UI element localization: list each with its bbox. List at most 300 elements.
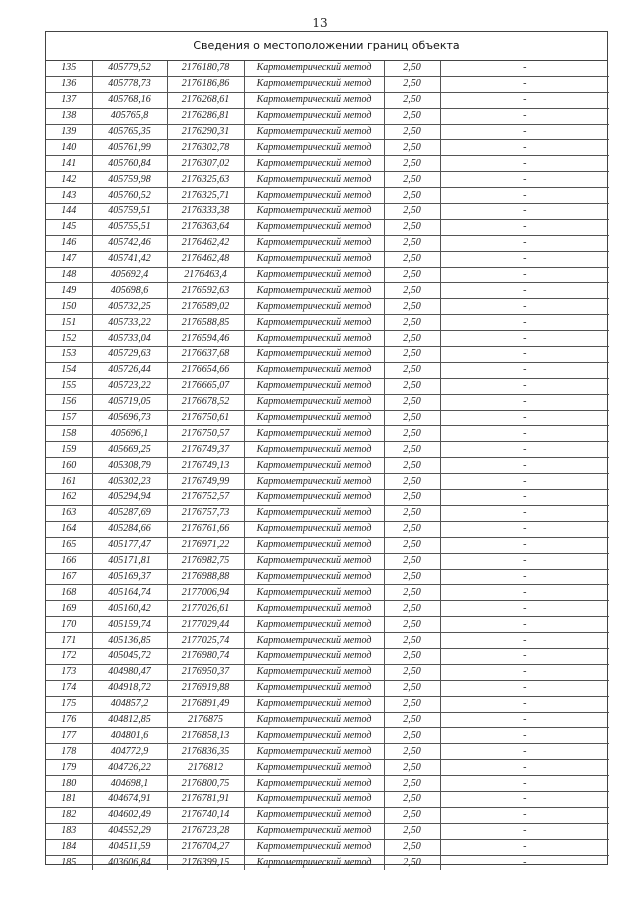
accuracy-cell: 2,50 xyxy=(384,251,440,267)
method-cell: Картометрический метод xyxy=(244,490,384,506)
method-cell: Картометрический метод xyxy=(244,760,384,776)
description-cell: - xyxy=(440,267,609,283)
x-coordinate-cell: 404602,49 xyxy=(92,807,167,823)
table-row xyxy=(46,744,609,760)
x-coordinate-cell: 405171,81 xyxy=(92,553,167,569)
description-cell: - xyxy=(440,807,609,823)
method-cell: Картометрический метод xyxy=(244,347,384,363)
method-cell: Картометрический метод xyxy=(244,410,384,426)
y-coordinate-cell: 2176654,66 xyxy=(167,362,244,378)
method-cell: Картометрический метод xyxy=(244,299,384,315)
method-cell: Картометрический метод xyxy=(244,426,384,442)
y-coordinate-cell: 2177006,94 xyxy=(167,585,244,601)
method-cell: Картометрический метод xyxy=(244,648,384,664)
table-row xyxy=(46,410,609,426)
description-cell: - xyxy=(440,188,609,204)
table-row xyxy=(46,474,609,490)
point-number-cell: 180 xyxy=(46,776,92,792)
accuracy-cell: 2,50 xyxy=(384,156,440,172)
y-coordinate-cell: 2176750,61 xyxy=(167,410,244,426)
method-cell: Картометрический метод xyxy=(244,204,384,220)
description-cell: - xyxy=(440,219,609,235)
point-number-cell: 184 xyxy=(46,839,92,855)
accuracy-cell: 2,50 xyxy=(384,760,440,776)
table-row xyxy=(46,251,609,267)
method-cell: Картометрический метод xyxy=(244,855,384,870)
x-coordinate-cell: 405719,05 xyxy=(92,394,167,410)
table-row xyxy=(46,219,609,235)
description-cell: - xyxy=(440,791,609,807)
x-coordinate-cell: 405768,16 xyxy=(92,92,167,108)
table-row xyxy=(46,458,609,474)
description-cell: - xyxy=(440,839,609,855)
accuracy-cell: 2,50 xyxy=(384,791,440,807)
y-coordinate-cell: 2176363,64 xyxy=(167,219,244,235)
point-number-cell: 142 xyxy=(46,172,92,188)
y-coordinate-cell: 2176594,46 xyxy=(167,331,244,347)
x-coordinate-cell: 405669,25 xyxy=(92,442,167,458)
y-coordinate-cell: 2176749,13 xyxy=(167,458,244,474)
boundary-points-table xyxy=(46,61,609,870)
method-cell: Картометрический метод xyxy=(244,474,384,490)
y-coordinate-cell: 2176302,78 xyxy=(167,140,244,156)
description-cell: - xyxy=(440,299,609,315)
y-coordinate-cell: 2176588,85 xyxy=(167,315,244,331)
accuracy-cell: 2,50 xyxy=(384,61,440,76)
point-number-cell: 172 xyxy=(46,648,92,664)
table-row xyxy=(46,442,609,458)
method-cell: Картометрический метод xyxy=(244,108,384,124)
accuracy-cell: 2,50 xyxy=(384,728,440,744)
x-coordinate-cell: 405136,85 xyxy=(92,633,167,649)
point-number-cell: 160 xyxy=(46,458,92,474)
table-row xyxy=(46,283,609,299)
description-cell: - xyxy=(440,76,609,92)
table-row xyxy=(46,378,609,394)
method-cell: Картометрический метод xyxy=(244,331,384,347)
point-number-cell: 139 xyxy=(46,124,92,140)
point-number-cell: 154 xyxy=(46,362,92,378)
accuracy-cell: 2,50 xyxy=(384,855,440,870)
y-coordinate-cell: 2176971,22 xyxy=(167,537,244,553)
accuracy-cell: 2,50 xyxy=(384,108,440,124)
accuracy-cell: 2,50 xyxy=(384,490,440,506)
y-coordinate-cell: 2176757,73 xyxy=(167,505,244,521)
accuracy-cell: 2,50 xyxy=(384,140,440,156)
method-cell: Картометрический метод xyxy=(244,76,384,92)
x-coordinate-cell: 405692,4 xyxy=(92,267,167,283)
description-cell: - xyxy=(440,712,609,728)
description-cell: - xyxy=(440,490,609,506)
description-cell: - xyxy=(440,410,609,426)
y-coordinate-cell: 2176290,31 xyxy=(167,124,244,140)
y-coordinate-cell: 2176752,57 xyxy=(167,490,244,506)
accuracy-cell: 2,50 xyxy=(384,776,440,792)
method-cell: Картометрический метод xyxy=(244,394,384,410)
accuracy-cell: 2,50 xyxy=(384,648,440,664)
method-cell: Картометрический метод xyxy=(244,442,384,458)
x-coordinate-cell: 405045,72 xyxy=(92,648,167,664)
x-coordinate-cell: 405742,46 xyxy=(92,235,167,251)
x-coordinate-cell: 405160,42 xyxy=(92,601,167,617)
y-coordinate-cell: 2176836,35 xyxy=(167,744,244,760)
method-cell: Картометрический метод xyxy=(244,553,384,569)
x-coordinate-cell: 405159,74 xyxy=(92,617,167,633)
y-coordinate-cell: 2176982,75 xyxy=(167,553,244,569)
table-row xyxy=(46,601,609,617)
section-title: Сведения о местоположении границ объекта xyxy=(46,32,607,61)
method-cell: Картометрический метод xyxy=(244,172,384,188)
x-coordinate-cell: 405696,73 xyxy=(92,410,167,426)
accuracy-cell: 2,50 xyxy=(384,839,440,855)
accuracy-cell: 2,50 xyxy=(384,219,440,235)
description-cell: - xyxy=(440,855,609,870)
x-coordinate-cell: 405698,6 xyxy=(92,283,167,299)
table-row xyxy=(46,362,609,378)
table-row xyxy=(46,521,609,537)
description-cell: - xyxy=(440,124,609,140)
accuracy-cell: 2,50 xyxy=(384,188,440,204)
x-coordinate-cell: 405761,99 xyxy=(92,140,167,156)
boundary-sheet xyxy=(45,31,608,868)
accuracy-cell: 2,50 xyxy=(384,172,440,188)
accuracy-cell: 2,50 xyxy=(384,267,440,283)
description-cell: - xyxy=(440,61,609,76)
table-row xyxy=(46,156,609,172)
accuracy-cell: 2,50 xyxy=(384,553,440,569)
accuracy-cell: 2,50 xyxy=(384,617,440,633)
table-row xyxy=(46,728,609,744)
y-coordinate-cell: 2176463,4 xyxy=(167,267,244,283)
accuracy-cell: 2,50 xyxy=(384,601,440,617)
x-coordinate-cell: 405169,37 xyxy=(92,569,167,585)
description-cell: - xyxy=(440,458,609,474)
x-coordinate-cell: 405723,22 xyxy=(92,378,167,394)
point-number-cell: 169 xyxy=(46,601,92,617)
table-row xyxy=(46,855,609,870)
point-number-cell: 153 xyxy=(46,347,92,363)
method-cell: Картометрический метод xyxy=(244,585,384,601)
method-cell: Картометрический метод xyxy=(244,378,384,394)
table-row xyxy=(46,569,609,585)
description-cell: - xyxy=(440,585,609,601)
x-coordinate-cell: 404812,85 xyxy=(92,712,167,728)
point-number-cell: 163 xyxy=(46,505,92,521)
y-coordinate-cell: 2176325,71 xyxy=(167,188,244,204)
y-coordinate-cell: 2176186,86 xyxy=(167,76,244,92)
method-cell: Картометрический метод xyxy=(244,505,384,521)
x-coordinate-cell: 405726,44 xyxy=(92,362,167,378)
table-row xyxy=(46,267,609,283)
y-coordinate-cell: 2176749,99 xyxy=(167,474,244,490)
table-row xyxy=(46,347,609,363)
description-cell: - xyxy=(440,442,609,458)
x-coordinate-cell: 405696,1 xyxy=(92,426,167,442)
description-cell: - xyxy=(440,776,609,792)
x-coordinate-cell: 404674,91 xyxy=(92,791,167,807)
x-coordinate-cell: 405765,8 xyxy=(92,108,167,124)
method-cell: Картометрический метод xyxy=(244,251,384,267)
method-cell: Картометрический метод xyxy=(244,839,384,855)
description-cell: - xyxy=(440,521,609,537)
y-coordinate-cell: 2177026,61 xyxy=(167,601,244,617)
point-number-cell: 177 xyxy=(46,728,92,744)
method-cell: Картометрический метод xyxy=(244,188,384,204)
accuracy-cell: 2,50 xyxy=(384,124,440,140)
point-number-cell: 168 xyxy=(46,585,92,601)
description-cell: - xyxy=(440,362,609,378)
accuracy-cell: 2,50 xyxy=(384,505,440,521)
x-coordinate-cell: 405779,52 xyxy=(92,61,167,76)
point-number-cell: 156 xyxy=(46,394,92,410)
point-number-cell: 158 xyxy=(46,426,92,442)
method-cell: Картометрический метод xyxy=(244,283,384,299)
y-coordinate-cell: 2176286,81 xyxy=(167,108,244,124)
method-cell: Картометрический метод xyxy=(244,156,384,172)
accuracy-cell: 2,50 xyxy=(384,474,440,490)
y-coordinate-cell: 2176781,91 xyxy=(167,791,244,807)
y-coordinate-cell: 2176875 xyxy=(167,712,244,728)
accuracy-cell: 2,50 xyxy=(384,235,440,251)
y-coordinate-cell: 2176950,37 xyxy=(167,664,244,680)
accuracy-cell: 2,50 xyxy=(384,569,440,585)
y-coordinate-cell: 2176723,28 xyxy=(167,823,244,839)
table-row xyxy=(46,776,609,792)
x-coordinate-cell: 405741,42 xyxy=(92,251,167,267)
method-cell: Картометрический метод xyxy=(244,633,384,649)
x-coordinate-cell: 405729,63 xyxy=(92,347,167,363)
point-number-cell: 149 xyxy=(46,283,92,299)
method-cell: Картометрический метод xyxy=(244,664,384,680)
x-coordinate-cell: 405759,51 xyxy=(92,204,167,220)
point-number-cell: 179 xyxy=(46,760,92,776)
point-number-cell: 162 xyxy=(46,490,92,506)
description-cell: - xyxy=(440,140,609,156)
accuracy-cell: 2,50 xyxy=(384,378,440,394)
x-coordinate-cell: 405733,04 xyxy=(92,331,167,347)
point-number-cell: 161 xyxy=(46,474,92,490)
description-cell: - xyxy=(440,744,609,760)
point-number-cell: 146 xyxy=(46,235,92,251)
y-coordinate-cell: 2177025,74 xyxy=(167,633,244,649)
y-coordinate-cell: 2176589,02 xyxy=(167,299,244,315)
y-coordinate-cell: 2176333,38 xyxy=(167,204,244,220)
x-coordinate-cell: 405760,52 xyxy=(92,188,167,204)
description-cell: - xyxy=(440,204,609,220)
description-cell: - xyxy=(440,728,609,744)
description-cell: - xyxy=(440,680,609,696)
method-cell: Картометрический метод xyxy=(244,235,384,251)
accuracy-cell: 2,50 xyxy=(384,76,440,92)
point-number-cell: 147 xyxy=(46,251,92,267)
table-row xyxy=(46,124,609,140)
description-cell: - xyxy=(440,394,609,410)
table-row xyxy=(46,505,609,521)
table-row xyxy=(46,108,609,124)
description-cell: - xyxy=(440,474,609,490)
table-row xyxy=(46,490,609,506)
description-cell: - xyxy=(440,283,609,299)
description-cell: - xyxy=(440,553,609,569)
accuracy-cell: 2,50 xyxy=(384,696,440,712)
table-row xyxy=(46,299,609,315)
method-cell: Картометрический метод xyxy=(244,807,384,823)
point-number-cell: 141 xyxy=(46,156,92,172)
description-cell: - xyxy=(440,601,609,617)
y-coordinate-cell: 2176761,66 xyxy=(167,521,244,537)
table-row xyxy=(46,76,609,92)
page-number: 13 xyxy=(312,16,328,30)
method-cell: Картометрический метод xyxy=(244,601,384,617)
method-cell: Картометрический метод xyxy=(244,712,384,728)
table-row xyxy=(46,188,609,204)
x-coordinate-cell: 404918,72 xyxy=(92,680,167,696)
y-coordinate-cell: 2176704,27 xyxy=(167,839,244,855)
table-row xyxy=(46,633,609,649)
point-number-cell: 138 xyxy=(46,108,92,124)
accuracy-cell: 2,50 xyxy=(384,331,440,347)
point-number-cell: 175 xyxy=(46,696,92,712)
table-row xyxy=(46,331,609,347)
description-cell: - xyxy=(440,823,609,839)
x-coordinate-cell: 404772,9 xyxy=(92,744,167,760)
point-number-cell: 176 xyxy=(46,712,92,728)
x-coordinate-cell: 404698,1 xyxy=(92,776,167,792)
y-coordinate-cell: 2177029,44 xyxy=(167,617,244,633)
point-number-cell: 178 xyxy=(46,744,92,760)
accuracy-cell: 2,50 xyxy=(384,458,440,474)
x-coordinate-cell: 405732,25 xyxy=(92,299,167,315)
y-coordinate-cell: 2176462,48 xyxy=(167,251,244,267)
x-coordinate-cell: 405759,98 xyxy=(92,172,167,188)
point-number-cell: 140 xyxy=(46,140,92,156)
y-coordinate-cell: 2176307,02 xyxy=(167,156,244,172)
description-cell: - xyxy=(440,633,609,649)
method-cell: Картометрический метод xyxy=(244,267,384,283)
x-coordinate-cell: 403606,84 xyxy=(92,855,167,870)
description-cell: - xyxy=(440,426,609,442)
x-coordinate-cell: 405177,47 xyxy=(92,537,167,553)
x-coordinate-cell: 404552,29 xyxy=(92,823,167,839)
description-cell: - xyxy=(440,156,609,172)
description-cell: - xyxy=(440,617,609,633)
x-coordinate-cell: 405294,94 xyxy=(92,490,167,506)
y-coordinate-cell: 2176180,78 xyxy=(167,61,244,76)
x-coordinate-cell: 405755,51 xyxy=(92,219,167,235)
table-row xyxy=(46,235,609,251)
accuracy-cell: 2,50 xyxy=(384,299,440,315)
point-number-cell: 135 xyxy=(46,61,92,76)
table-row xyxy=(46,394,609,410)
point-number-cell: 167 xyxy=(46,569,92,585)
y-coordinate-cell: 2176750,57 xyxy=(167,426,244,442)
y-coordinate-cell: 2176891,49 xyxy=(167,696,244,712)
table-row xyxy=(46,696,609,712)
point-number-cell: 157 xyxy=(46,410,92,426)
point-number-cell: 144 xyxy=(46,204,92,220)
y-coordinate-cell: 2176858,13 xyxy=(167,728,244,744)
accuracy-cell: 2,50 xyxy=(384,744,440,760)
description-cell: - xyxy=(440,648,609,664)
table-row xyxy=(46,204,609,220)
method-cell: Картометрический метод xyxy=(244,617,384,633)
y-coordinate-cell: 2176740,14 xyxy=(167,807,244,823)
accuracy-cell: 2,50 xyxy=(384,680,440,696)
point-number-cell: 164 xyxy=(46,521,92,537)
description-cell: - xyxy=(440,505,609,521)
method-cell: Картометрический метод xyxy=(244,61,384,76)
table-row xyxy=(46,172,609,188)
accuracy-cell: 2,50 xyxy=(384,204,440,220)
y-coordinate-cell: 2176988,88 xyxy=(167,569,244,585)
point-number-cell: 151 xyxy=(46,315,92,331)
x-coordinate-cell: 405760,84 xyxy=(92,156,167,172)
y-coordinate-cell: 2176665,07 xyxy=(167,378,244,394)
point-number-cell: 165 xyxy=(46,537,92,553)
accuracy-cell: 2,50 xyxy=(384,807,440,823)
table-row xyxy=(46,807,609,823)
y-coordinate-cell: 2176637,68 xyxy=(167,347,244,363)
x-coordinate-cell: 404511,59 xyxy=(92,839,167,855)
table-row xyxy=(46,791,609,807)
accuracy-cell: 2,50 xyxy=(384,92,440,108)
method-cell: Картометрический метод xyxy=(244,124,384,140)
point-number-cell: 150 xyxy=(46,299,92,315)
x-coordinate-cell: 405765,35 xyxy=(92,124,167,140)
x-coordinate-cell: 405733,22 xyxy=(92,315,167,331)
point-number-cell: 185 xyxy=(46,855,92,870)
method-cell: Картометрический метод xyxy=(244,728,384,744)
point-number-cell: 183 xyxy=(46,823,92,839)
y-coordinate-cell: 2176268,61 xyxy=(167,92,244,108)
accuracy-cell: 2,50 xyxy=(384,315,440,331)
method-cell: Картометрический метод xyxy=(244,140,384,156)
description-cell: - xyxy=(440,108,609,124)
accuracy-cell: 2,50 xyxy=(384,347,440,363)
accuracy-cell: 2,50 xyxy=(384,442,440,458)
description-cell: - xyxy=(440,664,609,680)
accuracy-cell: 2,50 xyxy=(384,426,440,442)
method-cell: Картометрический метод xyxy=(244,537,384,553)
accuracy-cell: 2,50 xyxy=(384,712,440,728)
method-cell: Картометрический метод xyxy=(244,92,384,108)
table-row xyxy=(46,823,609,839)
table-row xyxy=(46,648,609,664)
description-cell: - xyxy=(440,569,609,585)
description-cell: - xyxy=(440,235,609,251)
y-coordinate-cell: 2176812 xyxy=(167,760,244,776)
description-cell: - xyxy=(440,378,609,394)
accuracy-cell: 2,50 xyxy=(384,537,440,553)
method-cell: Картометрический метод xyxy=(244,823,384,839)
point-number-cell: 166 xyxy=(46,553,92,569)
table-row xyxy=(46,617,609,633)
table-row xyxy=(46,553,609,569)
point-number-cell: 182 xyxy=(46,807,92,823)
accuracy-cell: 2,50 xyxy=(384,585,440,601)
x-coordinate-cell: 405308,79 xyxy=(92,458,167,474)
x-coordinate-cell: 405302,23 xyxy=(92,474,167,490)
description-cell: - xyxy=(440,331,609,347)
y-coordinate-cell: 2176749,37 xyxy=(167,442,244,458)
table-row xyxy=(46,537,609,553)
accuracy-cell: 2,50 xyxy=(384,362,440,378)
x-coordinate-cell: 405287,69 xyxy=(92,505,167,521)
accuracy-cell: 2,50 xyxy=(384,664,440,680)
point-number-cell: 136 xyxy=(46,76,92,92)
point-number-cell: 155 xyxy=(46,378,92,394)
point-number-cell: 152 xyxy=(46,331,92,347)
